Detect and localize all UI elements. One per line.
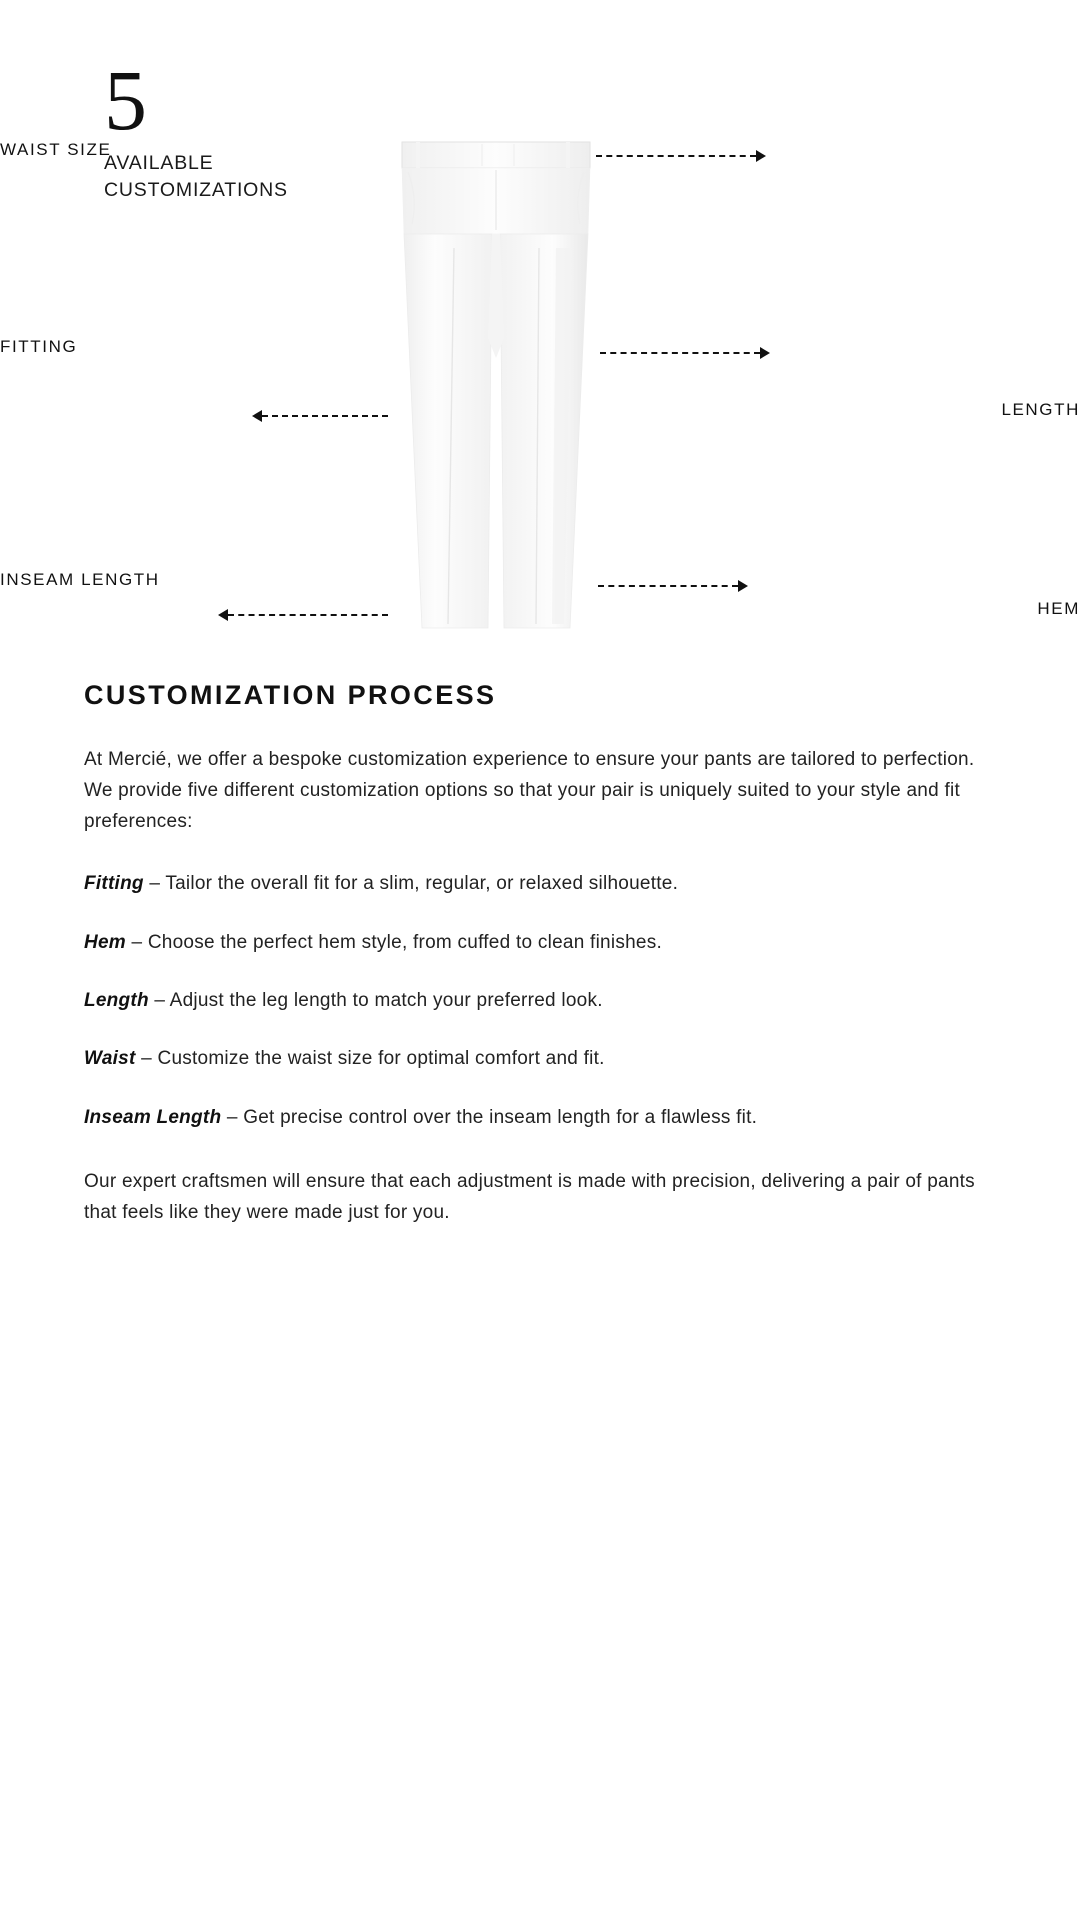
option-term: Fitting xyxy=(84,873,144,895)
option-description: – Customize the waist size for optimal comfort and fit. xyxy=(141,1048,605,1070)
option-description: – Choose the perfect hem style, from cuffed to clean finishes. xyxy=(131,931,663,953)
option-hem xyxy=(84,928,996,958)
option-term: Waist xyxy=(84,1048,136,1070)
callout-length: LENGTH xyxy=(1001,400,1080,419)
count-label-line-1: AVAILABLE xyxy=(104,151,214,174)
available-customizations-count xyxy=(104,52,364,205)
callout-waist-size: WAIST SIZE xyxy=(0,140,112,159)
inseam-length-arrow xyxy=(598,585,750,587)
fitting-arrow xyxy=(600,352,772,354)
callout-fitting: FITTING xyxy=(0,337,78,356)
page-title: CUSTOMIZATION PROCESS xyxy=(84,680,497,710)
option-description: – Get precise control over the inseam length for a flawless fit. xyxy=(226,1106,758,1128)
intro-paragraph: At Mercié, we offer a bespoke customization experience to ensure your pants are tailored to perfection. We provide five different customization options so that your pair is uniquely suited to your style and fit preferences: xyxy=(84,749,975,832)
customization-diagram xyxy=(0,0,1080,660)
option-term: Hem xyxy=(84,931,126,953)
option-description: – Tailor the overall fit for a slim, regular, or relaxed silhouette. xyxy=(149,873,679,895)
pants-illustration xyxy=(396,138,596,638)
closing-paragraph: Our expert craftsmen will ensure that each adjustment is made with precision, delivering a pair of pants that feels like they were made just for you. xyxy=(84,1171,975,1224)
option-fitting xyxy=(84,869,996,899)
option-inseam-length xyxy=(84,1103,996,1133)
waist-size-arrow xyxy=(596,155,768,157)
customization-process-section xyxy=(84,680,996,1255)
option-term: Length xyxy=(84,990,149,1012)
option-length xyxy=(84,986,996,1016)
callout-inseam-length: INSEAM LENGTH xyxy=(0,570,160,589)
count-label-line-2: CUSTOMIZATIONS xyxy=(104,179,288,202)
callout-hem: HEM xyxy=(1037,599,1080,618)
option-waist xyxy=(84,1044,996,1074)
count-label xyxy=(104,150,364,205)
pants-image xyxy=(396,138,596,638)
option-term: Inseam Length xyxy=(84,1106,222,1128)
option-description: – Adjust the leg length to match your preferred look. xyxy=(154,990,603,1012)
count-number: 5 xyxy=(104,52,147,148)
